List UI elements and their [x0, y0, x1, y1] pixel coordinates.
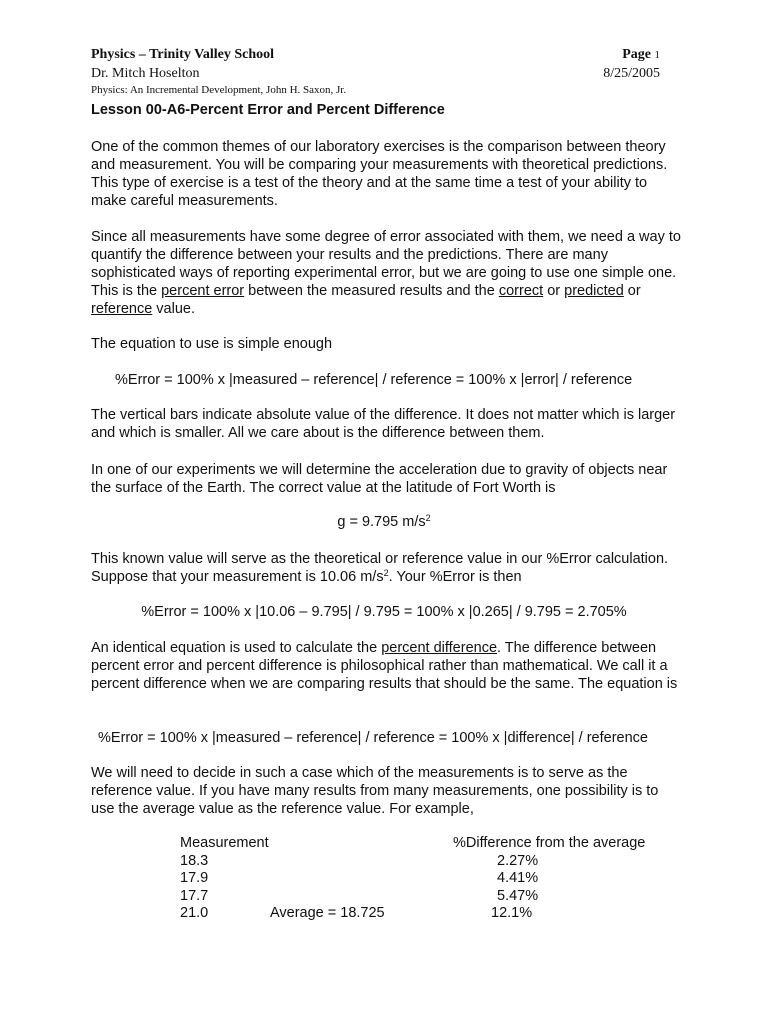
document-date: 8/25/2005 — [603, 66, 660, 81]
author-name: Dr. Mitch Hoselton — [91, 66, 200, 81]
term-reference: reference — [91, 301, 153, 317]
table-row — [180, 870, 660, 888]
paragraph-average-reference: We will need to decide in such a case which of the measurements is to serve as the reference value. If you have many results from many measurements, one possibility is to use the average value as the reference value. For example, — [91, 765, 659, 817]
equation-example-calculation: %Error = 100% x |10.06 – 9.795| / 9.795 = 100% x |0.265| / 9.795 = 2.705% — [141, 604, 627, 620]
paragraph-error-quantify: Since all measurements have some degree of error associated with them, we need a way to quantify the difference between your results and the predictions. There are many sophisticated ways of reporting experimental error, but we are going to use one simple one. This is the percent error between the measured results and the correct or predicted or reference value. — [91, 229, 681, 317]
term-correct: correct — [498, 283, 544, 299]
paragraph-percent-difference: An identical equation is used to calculate the percent difference. The difference between percent error and percent difference is philosophical rather than mathematical. We call it a percent difference when we are comparing results that should be the same. The equation is — [91, 640, 678, 692]
column-header-measurement: Measurement — [180, 835, 269, 851]
column-header-difference: %Difference from the average — [453, 835, 646, 851]
lesson-title: Lesson 00-A6-Percent Error and Percent Difference — [91, 102, 445, 118]
table-row — [180, 853, 660, 871]
difference-value: 12.1% — [491, 905, 533, 921]
paragraph-intro: One of the common themes of our laboratory exercises is the comparison between theory and measurement. You will be comparing your measurements with theoretical predictions. This type of exercise is a test of the theory and at the same time a test of your ability to make careful measurements. — [91, 139, 668, 209]
measurement-value: 21.0 — [180, 905, 209, 921]
measurement-value: 17.7 — [180, 887, 209, 904]
measurement-value: 17.9 — [180, 870, 209, 886]
paragraph-gravity-experiment: In one of our experiments we will determine the acceleration due to gravity of objects near the surface of the Earth. The correct value at the latitude of Fort Worth is — [91, 462, 668, 496]
equation-percent-difference: %Error = 100% x |measured – reference| / reference = 100% x |difference| / reference — [98, 730, 648, 746]
page-number: 1 — [654, 49, 660, 61]
school-name: Physics – Trinity Valley School — [91, 47, 275, 62]
paragraph-reference-value: This known value will serve as the theoretical or reference value in our %Error calculation. Suppose that your measurement is 10.06 $m/s^2$. Your %Error is then — [91, 551, 669, 585]
header-row-3 — [91, 84, 660, 98]
term-percent-difference: percent difference — [381, 640, 498, 656]
average-note: Average = 18.725 — [270, 905, 385, 921]
term-percent-error: percent error — [161, 283, 245, 299]
equation-gravity-value: g = 9.795 $m/s^2$ — [337, 513, 431, 530]
header-row-2 — [91, 66, 660, 84]
textbook-reference: Physics: An Incremental Development, John H. Saxon, Jr. — [91, 84, 347, 96]
term-predicted: predicted — [564, 283, 624, 299]
table-header-row — [180, 835, 660, 853]
page-indicator — [622, 47, 660, 63]
difference-value: 5.47% — [497, 887, 539, 904]
paragraph-absolute-value: The vertical bars indicate absolute value of the difference. It does not matter which is larger and which is smaller. All we care about is the difference between them. — [91, 407, 676, 441]
table-row — [180, 905, 660, 923]
header-row-1 — [91, 47, 660, 65]
difference-value: 2.27% — [497, 852, 539, 869]
difference-value: 4.41% — [497, 870, 539, 886]
measurement-table — [180, 835, 660, 923]
table-row — [180, 888, 660, 906]
measurement-value: 18.3 — [180, 852, 209, 869]
page-label: Page — [622, 47, 651, 62]
paragraph-equation-intro: The equation to use is simple enough — [91, 336, 333, 352]
equation-percent-error: %Error = 100% x |measured – reference| / reference = 100% x |error| / reference — [115, 372, 633, 388]
